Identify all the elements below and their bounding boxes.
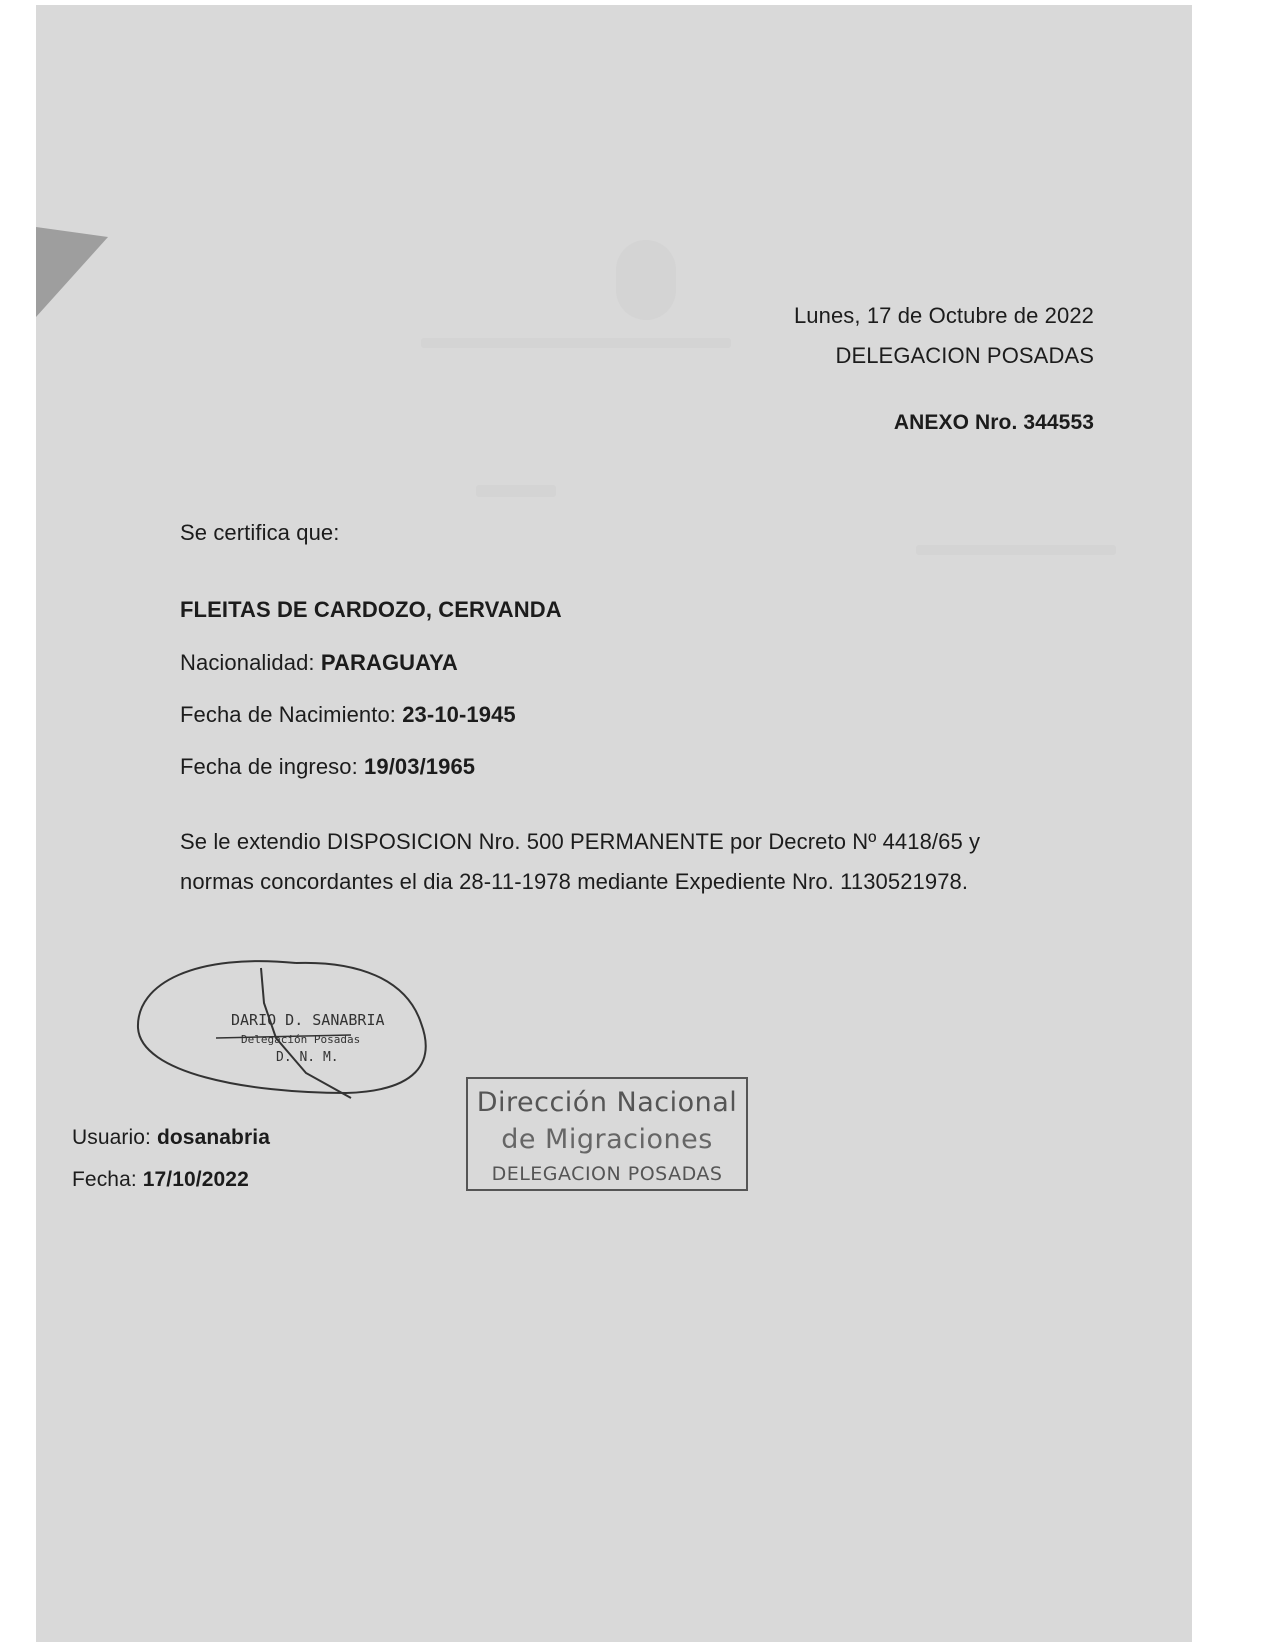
disposition-paragraph-line1: Se le extendio DISPOSICION Nro. 500 PERMANENTE por Decreto Nº 4418/65 y <box>180 829 981 854</box>
ghost-mark <box>476 485 556 497</box>
annex-number: ANEXO Nro. 344553 <box>893 411 1094 434</box>
ghost-mark <box>421 338 731 348</box>
ghost-mark <box>916 545 1116 555</box>
nationality-label: Nacionalidad: <box>180 650 315 675</box>
birth-date-row <box>180 702 516 728</box>
entry-date-label: Fecha de ingreso: <box>180 754 358 779</box>
user-label: Usuario: <box>72 1126 151 1149</box>
user-value: dosanabria <box>156 1126 270 1149</box>
entry-date-row <box>180 754 475 780</box>
nationality-row <box>180 650 458 676</box>
office-stamp-line2: de Migraciones <box>501 1124 713 1155</box>
signature-name: DARIO D. SANABRIA <box>231 1011 385 1029</box>
office-stamp <box>466 1077 748 1191</box>
footer-date-row <box>72 1168 249 1192</box>
document-sheet <box>36 5 1192 1642</box>
birth-date-label: Fecha de Nacimiento: <box>180 702 396 727</box>
nationality-value: PARAGUAYA <box>320 650 458 675</box>
entry-date-value: 19/03/1965 <box>364 754 476 779</box>
issuing-office: DELEGACION POSADAS <box>835 343 1094 368</box>
footer-date-value: 17/10/2022 <box>142 1168 249 1191</box>
signature-org: D. N. M. <box>276 1050 339 1065</box>
office-stamp-line3: DELEGACION POSADAS <box>491 1163 723 1185</box>
signature-stamp <box>136 943 456 1118</box>
ghost-mark <box>616 240 676 320</box>
scan-shadow <box>36 227 108 317</box>
office-stamp-line1: Dirección Nacional <box>476 1087 738 1118</box>
disposition-paragraph-line2: normas concordantes el dia 28-11-1978 mediante Expediente Nro. 1130521978. <box>180 869 969 894</box>
footer-date-label: Fecha: <box>72 1168 137 1191</box>
signature-office: Delegación Posadas <box>241 1033 361 1046</box>
person-name: FLEITAS DE CARDOZO, CERVANDA <box>180 597 562 622</box>
certification-intro: Se certifica que: <box>180 520 340 545</box>
user-row <box>72 1126 270 1150</box>
document-date: Lunes, 17 de Octubre de 2022 <box>793 303 1094 328</box>
birth-date-value: 23-10-1945 <box>402 702 516 727</box>
